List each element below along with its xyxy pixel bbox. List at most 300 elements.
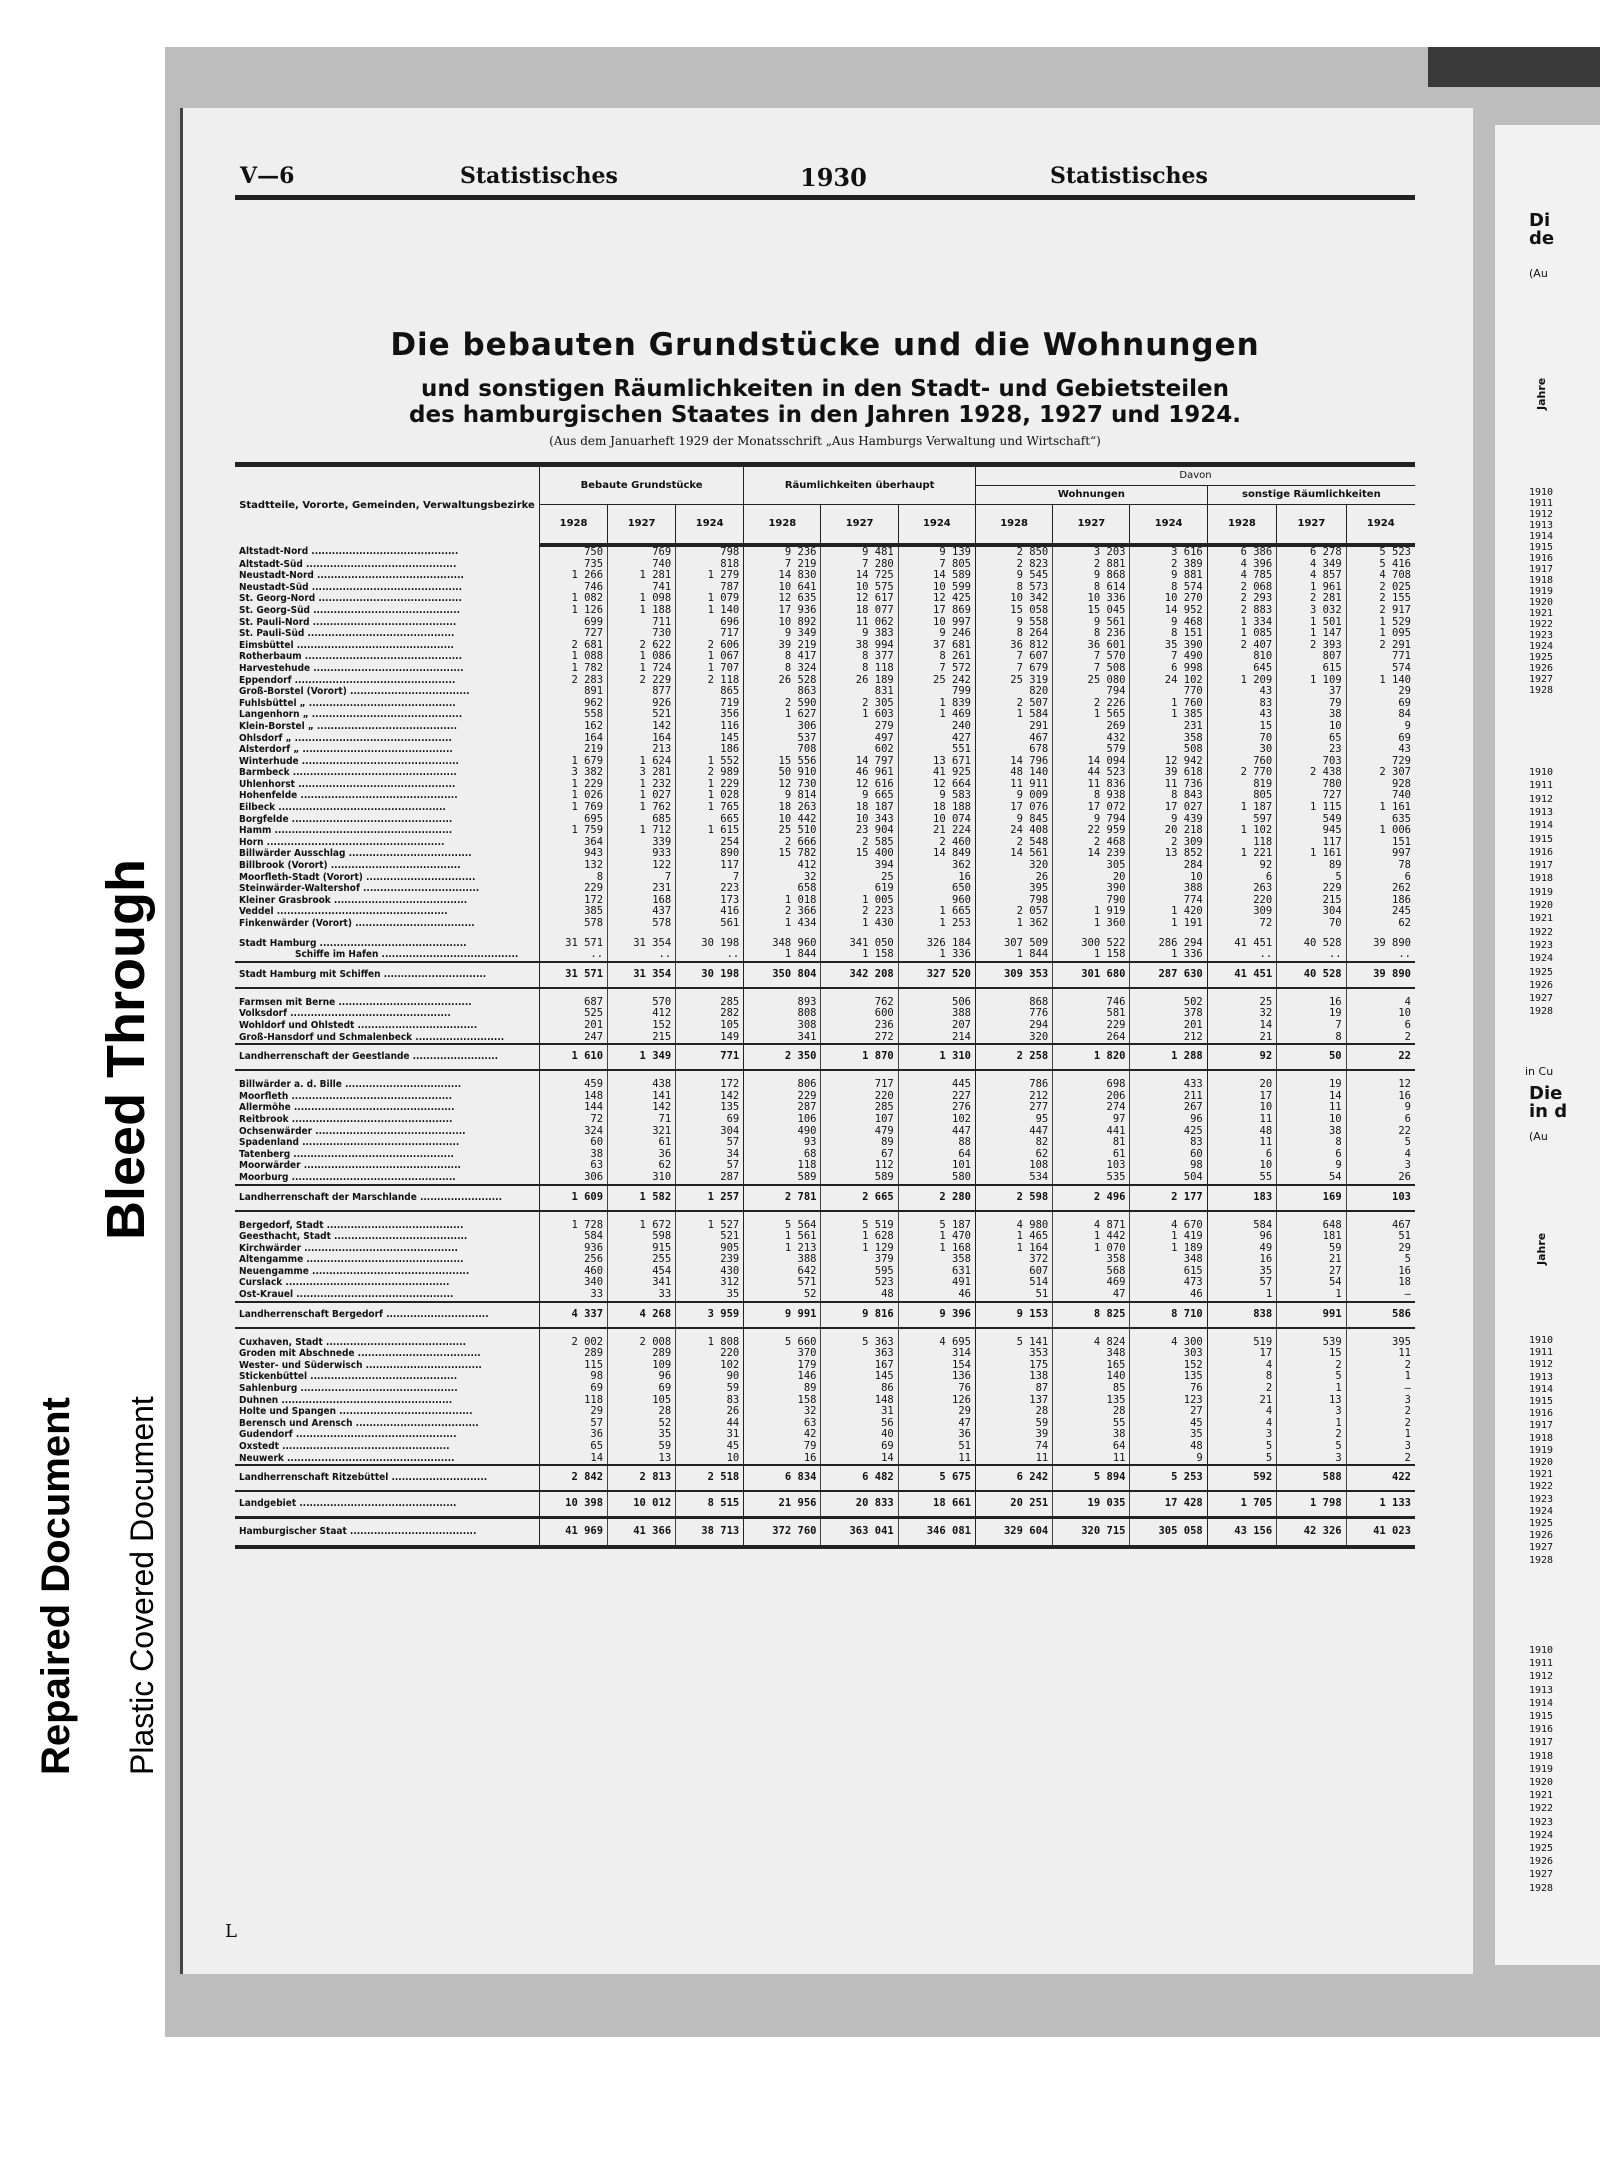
table-cell: 2 057	[975, 906, 1052, 918]
table-cell: 13	[608, 1453, 676, 1466]
facing-heading: Die	[1529, 1083, 1563, 1104]
table-cell: 26	[1346, 1172, 1415, 1185]
row-label: Landherrenschaft der Marschlande ........................	[235, 1185, 540, 1211]
table-row	[235, 962, 1415, 988]
table-cell: 727	[540, 628, 608, 640]
table-row	[235, 767, 1415, 779]
table-cell: 10 641	[744, 582, 821, 594]
table-cell: 1 565	[1053, 709, 1130, 721]
table-cell: 1 527	[676, 1220, 744, 1232]
table-cell: 3	[1207, 1429, 1276, 1441]
table-cell: 2	[1277, 1360, 1346, 1372]
table-cell: 10	[676, 1453, 744, 1466]
table-cell: 69	[608, 1383, 676, 1395]
table-cell: 9	[1346, 1102, 1415, 1114]
table-cell: 962	[540, 698, 608, 710]
table-cell: 90	[676, 1371, 744, 1383]
table-cell: 794	[1053, 686, 1130, 698]
table-cell: 1 288	[1130, 1044, 1207, 1070]
table-row	[235, 1102, 1415, 1114]
table-cell: 69	[821, 1441, 898, 1453]
row-label: Winterhude ..............................................	[239, 755, 459, 767]
table-cell: 30	[1207, 744, 1276, 756]
table-cell: 96	[1207, 1231, 1276, 1243]
row-label: Horn ....................................................	[239, 836, 445, 848]
table-cell: 1 168	[898, 1243, 975, 1255]
table-cell: 118	[744, 1160, 821, 1172]
table-cell: 212	[975, 1091, 1052, 1103]
year-header: 1927	[1277, 505, 1346, 546]
table-cell: 42	[744, 1429, 821, 1441]
table-cell: 6 386	[1207, 545, 1276, 559]
table-cell: 2 389	[1130, 559, 1207, 571]
table-cell: 10	[1207, 1160, 1276, 1172]
facing-year: 1917	[1529, 860, 1554, 872]
table-cell: 5 253	[1130, 1465, 1207, 1491]
table-cell: 3 382	[540, 767, 608, 779]
table-cell: 5 519	[821, 1220, 898, 1232]
table-cell: 19	[1277, 1008, 1346, 1020]
row-label	[235, 1211, 540, 1220]
table-cell: 635	[1346, 814, 1415, 826]
table-cell: 43	[1346, 744, 1415, 756]
table-cell: 14 830	[744, 570, 821, 582]
table-cell: 602	[821, 744, 898, 756]
row-label: Groden mit Abschnede ....................................	[239, 1348, 481, 1360]
table-cell: 905	[676, 1243, 744, 1255]
table-cell: 1 085	[1207, 628, 1276, 640]
table-cell: 504	[1130, 1172, 1207, 1185]
table-cell: 26 528	[744, 675, 821, 687]
table-cell: 148	[540, 1091, 608, 1103]
table-cell: 11 062	[821, 617, 898, 629]
page-number: V—6	[240, 163, 295, 189]
table-cell: 105	[608, 1395, 676, 1407]
table-cell: 285	[821, 1102, 898, 1114]
row-label: Groß-Hansdorf und Schmalenbeck ..........................	[239, 1031, 505, 1043]
table-cell: 25	[821, 872, 898, 884]
row-label: Harvestehude ............................................	[239, 662, 464, 674]
table-cell: 1 102	[1207, 825, 1276, 837]
table-cell: 519	[1207, 1337, 1276, 1349]
facing-source: (Au	[1529, 1130, 1548, 1143]
table-cell: 255	[608, 1254, 676, 1266]
table-cell: 14 849	[898, 848, 975, 860]
table-cell: 30 198	[676, 938, 744, 950]
table-cell: 698	[1053, 1079, 1130, 1091]
table-cell: 19	[1277, 1079, 1346, 1091]
table-cell: 1 088	[540, 651, 608, 663]
table-cell: 9 396	[898, 1302, 975, 1328]
table-cell: 2 590	[744, 698, 821, 710]
table-cell: 1 582	[608, 1185, 676, 1211]
table-cell: 933	[608, 848, 676, 860]
facing-year: 1920	[1529, 597, 1554, 608]
facing-year: 1910	[1529, 1335, 1554, 1346]
table-cell: 35	[1207, 1266, 1276, 1278]
table-cell: 16	[744, 1453, 821, 1466]
table-cell: ..	[1277, 949, 1346, 962]
table-cell: 15 045	[1053, 605, 1130, 617]
table-row	[235, 1079, 1415, 1091]
row-label: Stickenbüttel ...........................................	[239, 1371, 458, 1383]
row-label: Landherrenschaft der Geestlande .........................	[235, 1044, 540, 1070]
table-cell: 72	[1207, 918, 1276, 930]
facing-page-fragment	[1495, 125, 1600, 1965]
table-cell: 8 118	[821, 663, 898, 675]
row-label: St. Pauli-Süd ...........................................	[239, 628, 455, 640]
table-cell: 10 342	[975, 593, 1052, 605]
facing-year: 1927	[1529, 1869, 1554, 1881]
table-cell: 87	[975, 1383, 1052, 1395]
table-cell: 1 760	[1130, 698, 1207, 710]
table-cell: 678	[975, 744, 1052, 756]
row-label: Neustadt-Süd ............................................	[239, 581, 463, 593]
table-cell: 1 561	[744, 1231, 821, 1243]
table-row	[235, 779, 1415, 791]
facing-year: 1912	[1529, 509, 1554, 520]
facing-year: 1922	[1529, 619, 1554, 630]
table-cell: 8 324	[744, 663, 821, 675]
table-cell: 3	[1346, 1395, 1415, 1407]
year-header: 1927	[821, 505, 898, 546]
table-cell: 97	[1053, 1114, 1130, 1126]
table-cell: 1 221	[1207, 848, 1276, 860]
table-cell: 287 630	[1130, 962, 1207, 988]
table-cell: 51	[898, 1441, 975, 1453]
table-cell: 2 665	[821, 1185, 898, 1211]
table-cell: 589	[821, 1172, 898, 1185]
table-cell: 117	[676, 860, 744, 872]
table-cell: 229	[1053, 1020, 1130, 1032]
table-row	[235, 663, 1415, 675]
table-cell: 62	[608, 1160, 676, 1172]
table-cell: 2 350	[744, 1044, 821, 1070]
table-cell: 36	[540, 1429, 608, 1441]
table-cell: 1 808	[676, 1337, 744, 1349]
table-cell: 89	[821, 1137, 898, 1149]
row-label: Finkenwärder (Vorort) ...................................	[239, 918, 475, 929]
table-row	[235, 651, 1415, 663]
table-cell: 6	[1346, 1020, 1415, 1032]
facing-year: 1928	[1529, 1006, 1554, 1018]
table-cell: 10	[1346, 1008, 1415, 1020]
table-cell: 57	[540, 1418, 608, 1430]
table-cell: 10 343	[821, 814, 898, 826]
table-cell: 20	[1053, 872, 1130, 884]
table-cell: 5	[1277, 1371, 1346, 1383]
facing-year: 1927	[1529, 993, 1554, 1005]
table-cell: 1 158	[821, 949, 898, 962]
table-cell: 960	[898, 895, 975, 907]
table-cell: 6 834	[744, 1465, 821, 1491]
table-cell: 229	[540, 883, 608, 895]
table-row	[235, 1220, 1415, 1232]
table-cell: 891	[540, 686, 608, 698]
table-cell: 890	[676, 848, 744, 860]
spacer-row	[235, 1070, 1415, 1079]
table-cell: 514	[975, 1277, 1052, 1289]
table-cell: 774	[1130, 895, 1207, 907]
table-cell: 491	[898, 1277, 975, 1289]
facing-year: 1910	[1529, 487, 1554, 498]
table-cell: 1	[1346, 1371, 1415, 1383]
table-cell: 838	[1207, 1302, 1276, 1328]
table-cell: 4 670	[1130, 1220, 1207, 1232]
table-cell: 799	[898, 686, 975, 698]
facing-year: 1919	[1529, 1763, 1554, 1775]
table-cell: 1 615	[676, 825, 744, 837]
table-cell: 11	[1207, 1114, 1276, 1126]
spacer-row	[235, 1211, 1415, 1220]
facing-year: 1918	[1529, 1750, 1554, 1762]
table-cell: 14	[821, 1453, 898, 1466]
row-label: Hohenfelde ..............................................	[239, 790, 458, 802]
table-cell: 4	[1207, 1418, 1276, 1430]
table-cell: 422	[1346, 1465, 1415, 1491]
table-cell: 467	[975, 733, 1052, 745]
running-head-left: Statistisches	[460, 163, 618, 189]
row-label: Holte und Spangen .......................................	[239, 1406, 473, 1418]
table-cell: 96	[1130, 1114, 1207, 1126]
table-cell: 21	[1207, 1032, 1276, 1045]
table-cell: 26 189	[821, 675, 898, 687]
table-cell: 2 681	[540, 640, 608, 652]
table-cell: 1 133	[1346, 1491, 1415, 1518]
table-cell: 7 607	[975, 651, 1052, 663]
table-row	[235, 825, 1415, 837]
table-cell: 770	[1130, 686, 1207, 698]
row-label: Hamm ....................................................	[239, 825, 453, 837]
table-cell: 1 603	[821, 709, 898, 721]
table-cell: 35	[1130, 1429, 1207, 1441]
facing-year: 1921	[1529, 608, 1554, 619]
facing-heading: in d	[1529, 1101, 1568, 1122]
table-cell: 2 850	[975, 545, 1052, 559]
table-cell: 56	[821, 1418, 898, 1430]
table-cell: 14 952	[1130, 605, 1207, 617]
table-row	[235, 1348, 1415, 1360]
table-cell: 92	[1207, 1044, 1276, 1070]
table-cell: 7 572	[898, 663, 975, 675]
table-cell: 326 184	[898, 938, 975, 950]
table-cell: 55	[1053, 1418, 1130, 1430]
table-cell: 34	[676, 1149, 744, 1161]
table-cell: 9	[1277, 1160, 1346, 1172]
table-cell: 1 627	[744, 709, 821, 721]
table-row	[235, 1360, 1415, 1372]
table-cell: 1 798	[1277, 1491, 1346, 1518]
sonstige-header: sonstige Räumlichkeiten	[1207, 486, 1415, 505]
table-cell: 6	[1346, 1114, 1415, 1126]
facing-year: 1928	[1529, 1554, 1554, 1566]
table-cell: 8 417	[744, 651, 821, 663]
table-cell: 169	[1277, 1185, 1346, 1211]
table-cell: 324	[540, 1126, 608, 1138]
table-cell: 25 242	[898, 675, 975, 687]
table-cell: 17	[1207, 1348, 1276, 1360]
table-cell: 1 209	[1207, 675, 1276, 687]
table-cell: 588	[1277, 1465, 1346, 1491]
table-cell: 600	[821, 1008, 898, 1020]
table-cell: 59	[676, 1383, 744, 1395]
table-cell: 819	[1207, 779, 1276, 791]
table-cell: 372	[975, 1254, 1052, 1266]
table-cell: 2	[1346, 1406, 1415, 1418]
table-cell: 231	[608, 883, 676, 895]
table-cell: 152	[608, 1020, 676, 1032]
table-cell: 1 126	[540, 605, 608, 617]
table-cell: 14 589	[898, 570, 975, 582]
facing-year: 1917	[1529, 1737, 1554, 1749]
table-cell: 1 082	[540, 593, 608, 605]
table-cell: 12	[1346, 1079, 1415, 1091]
table-cell: 179	[744, 1360, 821, 1372]
table-row	[235, 1302, 1415, 1328]
table-cell: 32	[744, 1406, 821, 1418]
table-cell: 5 660	[744, 1337, 821, 1349]
facing-year: 1915	[1529, 542, 1554, 553]
table-cell: 346 081	[898, 1518, 975, 1548]
table-cell: 23	[1277, 744, 1346, 756]
facing-year: 1912	[1529, 793, 1554, 805]
table-cell: 1 115	[1277, 802, 1346, 814]
table-cell: 15 400	[821, 848, 898, 860]
table-cell: 245	[1346, 906, 1415, 918]
facing-year: 1910	[1529, 1645, 1554, 1656]
table-cell: 137	[975, 1395, 1052, 1407]
table-cell: 181	[1277, 1231, 1346, 1243]
table-cell: 9 349	[744, 628, 821, 640]
table-cell: 17 072	[1053, 802, 1130, 814]
facing-year: 1925	[1529, 1843, 1554, 1854]
table-cell: 303	[1130, 1348, 1207, 1360]
table-cell: 645	[1207, 663, 1276, 675]
table-row	[235, 848, 1415, 860]
table-cell: 149	[676, 1032, 744, 1045]
facing-year: 1928	[1529, 1882, 1554, 1894]
table-cell: 390	[1053, 883, 1130, 895]
table-cell: 37	[1277, 686, 1346, 698]
table-cell: 55	[1207, 1172, 1276, 1185]
row-label: Spadenland ..............................................	[239, 1137, 460, 1149]
row-label: Eilbeck .................................................	[239, 802, 446, 814]
table-cell: 16	[1346, 1091, 1415, 1103]
table-row	[235, 744, 1415, 756]
table-cell: 525	[540, 1008, 608, 1020]
facing-year: 1916	[1529, 553, 1554, 564]
table-cell: 432	[1053, 733, 1130, 745]
facing-year: 1919	[1529, 1444, 1554, 1456]
table-cell: 312	[676, 1277, 744, 1289]
spacer-row	[235, 1328, 1415, 1337]
table-cell: 1 257	[676, 1185, 744, 1211]
table-cell: 305	[1053, 860, 1130, 872]
table-cell: 2 622	[608, 640, 676, 652]
table-cell: ..	[1207, 949, 1276, 962]
table-cell: 7 679	[975, 663, 1052, 675]
table-row	[235, 938, 1415, 950]
table-cell: 5	[1277, 1441, 1346, 1453]
table-cell: 11	[1346, 1348, 1415, 1360]
facing-year: 1919	[1529, 886, 1554, 898]
table-cell: 2 280	[898, 1185, 975, 1211]
table-cell: 70	[1277, 918, 1346, 930]
year-header: 1927	[1053, 505, 1130, 546]
table-cell: 340	[540, 1277, 608, 1289]
table-cell: 43	[1207, 686, 1276, 698]
table-cell: 135	[676, 1102, 744, 1114]
table-cell: 31 354	[608, 962, 676, 988]
table-cell: 305 058	[1130, 1518, 1207, 1548]
facing-year: 1922	[1529, 926, 1554, 938]
table-cell: 2 281	[1277, 593, 1346, 605]
table-cell: 7 805	[898, 559, 975, 571]
table-row	[235, 997, 1415, 1009]
table-cell: 551	[898, 744, 975, 756]
table-subtitle-1: und sonstigen Räumlichkeiten in den Stadt- und Gebietsteilen	[420, 376, 1230, 402]
table-cell: 14 561	[975, 848, 1052, 860]
row-label: Klein-Borstel „ .........................................	[239, 720, 458, 732]
wohnungen-header: Wohnungen	[975, 486, 1207, 505]
table-cell: 286 294	[1130, 938, 1207, 950]
table-cell: 5	[1207, 1453, 1276, 1466]
table-cell: 8 151	[1130, 628, 1207, 640]
table-cell: 6	[1207, 872, 1276, 884]
table-cell: 17 869	[898, 605, 975, 617]
table-cell: 4 871	[1053, 1220, 1130, 1232]
table-cell: 818	[676, 559, 744, 571]
row-label: Oxstedt .................................................	[239, 1441, 450, 1452]
table-cell: 289	[608, 1348, 676, 1360]
table-cell: 1 349	[608, 1044, 676, 1070]
facing-year: 1913	[1529, 1371, 1554, 1383]
table-cell: 10 599	[898, 582, 975, 594]
table-cell: 29	[1346, 686, 1415, 698]
facing-year: 1918	[1529, 873, 1554, 885]
table-cell: 183	[1207, 1185, 1276, 1211]
table-row	[235, 1091, 1415, 1103]
table-cell: 615	[1277, 663, 1346, 675]
table-cell: 72	[540, 1114, 608, 1126]
facing-source: (Au	[1529, 267, 1548, 280]
table-cell: 79	[1277, 698, 1346, 710]
table-cell: 67	[821, 1149, 898, 1161]
table-cell: 363 041	[821, 1518, 898, 1548]
row-label: Ohlsdorf „ ..............................................	[239, 732, 452, 744]
table-cell: 106	[744, 1114, 821, 1126]
table-cell: 306	[744, 721, 821, 733]
table-cell: 41 366	[608, 1518, 676, 1548]
table-cell: 25	[1207, 997, 1276, 1009]
table-cell: 45	[676, 1441, 744, 1453]
facing-year: 1926	[1529, 979, 1554, 991]
table-cell: 51	[975, 1289, 1052, 1302]
table-cell: 936	[540, 1243, 608, 1255]
row-label: Barmbeck ................................................	[239, 767, 457, 779]
table-cell: 665	[676, 814, 744, 826]
table-cell: 11 736	[1130, 779, 1207, 791]
table-cell: 12 616	[821, 779, 898, 791]
table-cell: 2 223	[821, 906, 898, 918]
facing-year: 1924	[1529, 1829, 1554, 1841]
table-cell: 460	[540, 1266, 608, 1278]
table-cell: 25 319	[975, 675, 1052, 687]
table-cell: 118	[1207, 837, 1276, 849]
table-cell: 39 618	[1130, 767, 1207, 779]
row-label: Eimsbüttel ..............................................	[239, 639, 454, 651]
table-cell: 928	[1346, 779, 1415, 791]
